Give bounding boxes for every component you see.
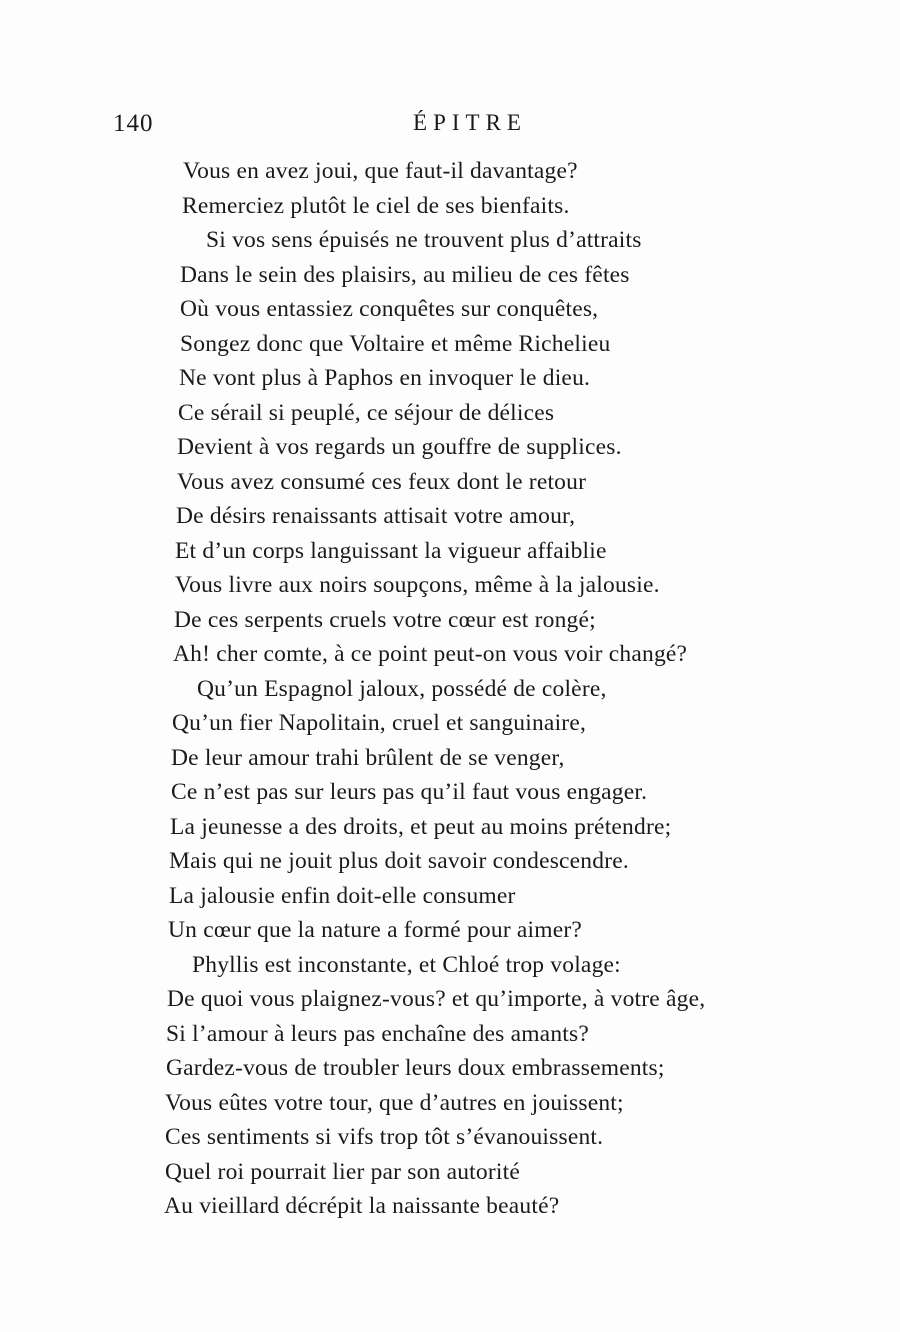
verse-line: Ce sérail si peuplé, ce séjour de délices xyxy=(178,399,555,426)
verse-line: Si l’amour à leurs pas enchaîne des amants? xyxy=(166,1020,589,1047)
poem-verse xyxy=(0,154,900,1224)
running-head: ÉPITRE xyxy=(413,110,527,135)
verse-line: Un cœur que la nature a formé pour aimer? xyxy=(168,917,583,943)
page-number: 140 xyxy=(113,110,154,137)
verse-line: De ces serpents cruels votre cœur est rongé; xyxy=(174,606,596,633)
verse-line: Ne vont plus à Paphos en invoquer le dieu. xyxy=(179,365,591,391)
verse-line: Qu’un fier Napolitain, cruel et sanguinaire, xyxy=(172,710,587,736)
verse-line: Mais qui ne jouit plus doit savoir condescendre. xyxy=(169,848,629,874)
verse-line: Vous avez consumé ces feux dont le retour xyxy=(177,468,587,495)
verse-line: Ce n’est pas sur leurs pas qu’il faut vous engager. xyxy=(171,779,648,805)
verse-line: Vous livre aux noirs soupçons, même à la jalousie. xyxy=(175,572,660,598)
verse-line: Phyllis est inconstante, et Chloé trop volage: xyxy=(192,951,621,978)
verse-line: De quoi vous plaignez-vous? et qu’importe, à votre âge, xyxy=(167,986,706,1012)
verse-line: La jeunesse a des droits, et peut au moins prétendre; xyxy=(170,813,672,840)
verse-line: Et d’un corps languissant la vigueur affaiblie xyxy=(175,537,607,564)
verse-line: De leur amour trahi brûlent de se venger, xyxy=(171,744,565,771)
verse-line: Où vous entassiez conquêtes sur conquêtes, xyxy=(180,296,599,322)
verse-line: Au vieillard décrépit la naissante beauté? xyxy=(164,1193,560,1219)
verse-line: Vous eûtes votre tour, que d’autres en jouissent; xyxy=(165,1089,624,1116)
verse-line: Quel roi pourrait lier par son autorité xyxy=(165,1158,520,1185)
verse-line: Songez donc que Voltaire et même Richelieu xyxy=(180,330,611,357)
verse-line: La jalousie enfin doit-elle consumer xyxy=(169,882,516,909)
verse-line: Vous en avez joui, que faut-il davantage? xyxy=(183,158,578,184)
verse-line: Ces sentiments si vifs trop tôt s’évanouissent. xyxy=(165,1124,604,1150)
verse-line: Remerciez plutôt le ciel de ses bienfaits. xyxy=(182,192,570,219)
verse-line: De désirs renaissants attisait votre amour, xyxy=(176,503,576,529)
verse-line: Gardez-vous de troubler leurs doux embrassements; xyxy=(166,1055,665,1081)
verse-line: Ah! cher comte, à ce point peut-on vous voir changé? xyxy=(173,641,688,667)
verse-line: Si vos sens épuisés ne trouvent plus d’attraits xyxy=(206,227,642,253)
verse-line: Devient à vos regards un gouffre de supplices. xyxy=(177,434,622,460)
verse-line: Dans le sein des plaisirs, au milieu de ces fêtes xyxy=(180,261,630,288)
verse-line: Qu’un Espagnol jaloux, possédé de colère, xyxy=(197,675,607,702)
